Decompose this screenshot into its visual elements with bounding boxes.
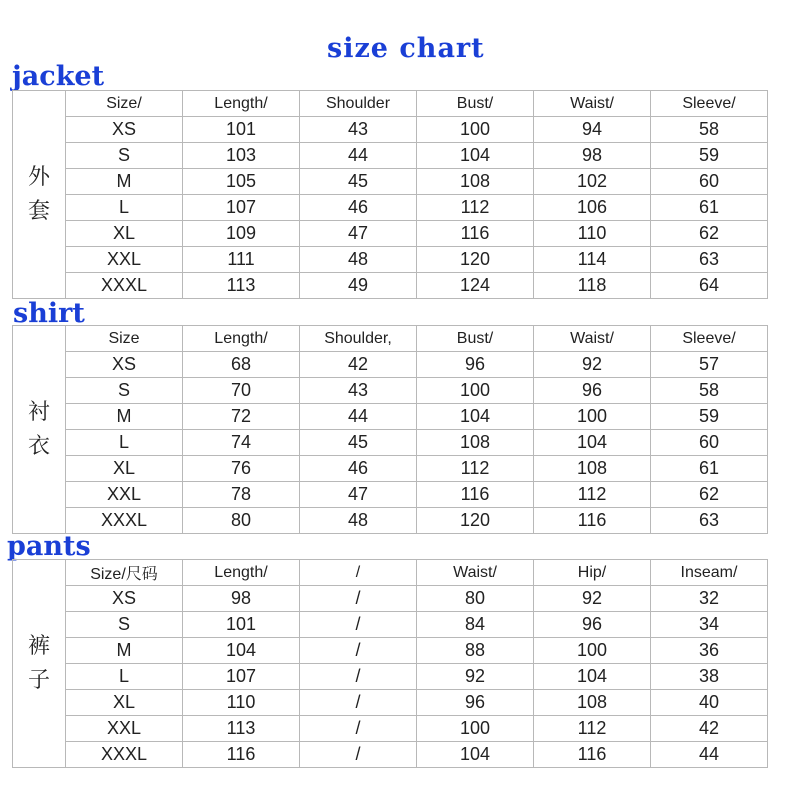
table-row [13,169,768,195]
column-header: Shoulder [300,91,417,117]
sleeve-cell: 59 [651,143,768,169]
bust-cell: 116 [417,221,534,247]
table-row [13,221,768,247]
column-header: Length/ [183,560,300,586]
empty-cell: / [300,716,417,742]
column-header: Size [66,326,183,352]
waist-cell: 80 [417,586,534,612]
shoulder-cell: 47 [300,482,417,508]
chinese-char: 衬 [27,399,50,425]
length-cell: 107 [183,195,300,221]
hip-cell: 104 [534,664,651,690]
shoulder-cell: 43 [300,378,417,404]
table-row [13,612,768,638]
shoulder-cell: 43 [300,117,417,143]
size-cell: S [66,612,183,638]
column-header: Shoulder, [300,326,417,352]
waist-cell: 92 [417,664,534,690]
table-row [13,404,768,430]
inseam-cell: 44 [651,742,768,768]
bust-cell: 112 [417,456,534,482]
size-cell: L [66,664,183,690]
length-cell: 113 [183,716,300,742]
jacket-size-table [12,90,768,299]
size-cell: XS [66,586,183,612]
table-row [13,508,768,534]
size-cell: M [66,169,183,195]
shirt-chinese-label [13,326,66,534]
sleeve-cell: 60 [651,430,768,456]
inseam-cell: 32 [651,586,768,612]
waist-cell: 98 [534,143,651,169]
table-row [13,247,768,273]
sleeve-cell: 62 [651,221,768,247]
shirt-size-table [12,325,768,534]
waist-cell: 100 [417,716,534,742]
sleeve-cell: 58 [651,117,768,143]
empty-cell: / [300,690,417,716]
sleeve-cell: 60 [651,169,768,195]
length-cell: 78 [183,482,300,508]
inseam-cell: 36 [651,638,768,664]
table-row [13,638,768,664]
bust-cell: 124 [417,273,534,299]
waist-cell: 108 [534,456,651,482]
waist-cell: 102 [534,169,651,195]
section-label-pants: pants [7,531,91,562]
chinese-char: 裤 [27,633,50,659]
table-row [13,482,768,508]
waist-cell: 112 [534,482,651,508]
shoulder-cell: 46 [300,195,417,221]
size-cell: S [66,378,183,404]
table-row [13,195,768,221]
size-cell: L [66,195,183,221]
length-cell: 74 [183,430,300,456]
size-cell: XS [66,117,183,143]
table-row [13,352,768,378]
chinese-char: 套 [27,198,50,224]
table-row [13,430,768,456]
column-header: Sleeve/ [651,326,768,352]
chinese-char: 子 [27,667,50,693]
waist-cell: 104 [534,430,651,456]
length-cell: 68 [183,352,300,378]
shoulder-cell: 46 [300,456,417,482]
length-cell: 80 [183,508,300,534]
column-header: Inseam/ [651,560,768,586]
waist-cell: 84 [417,612,534,638]
bust-cell: 100 [417,117,534,143]
column-header: Waist/ [417,560,534,586]
waist-cell: 96 [417,690,534,716]
shoulder-cell: 45 [300,169,417,195]
table-row [13,143,768,169]
bust-cell: 108 [417,169,534,195]
sleeve-cell: 58 [651,378,768,404]
table-row [13,742,768,768]
shirt-table-wrap [12,325,768,533]
waist-cell: 118 [534,273,651,299]
waist-cell: 88 [417,638,534,664]
column-header: Length/ [183,326,300,352]
waist-cell: 94 [534,117,651,143]
size-cell: XL [66,221,183,247]
column-header: Bust/ [417,91,534,117]
bust-cell: 104 [417,404,534,430]
table-row [13,716,768,742]
length-cell: 111 [183,247,300,273]
size-cell: XXL [66,482,183,508]
length-cell: 72 [183,404,300,430]
size-cell: M [66,638,183,664]
empty-cell: / [300,638,417,664]
jacket-chinese-label [13,91,66,299]
length-cell: 98 [183,586,300,612]
bust-cell: 116 [417,482,534,508]
size-cell: M [66,404,183,430]
chinese-char: 外 [27,164,50,190]
waist-cell: 110 [534,221,651,247]
table-row [13,690,768,716]
jacket-table-wrap [12,90,768,298]
length-cell: 110 [183,690,300,716]
column-header: / [300,560,417,586]
pants-chinese-label [13,560,66,768]
hip-cell: 116 [534,742,651,768]
column-header: Waist/ [534,91,651,117]
size-cell: XXXL [66,273,183,299]
length-cell: 101 [183,117,300,143]
length-cell: 105 [183,169,300,195]
empty-cell: / [300,664,417,690]
page-title: size chart [327,33,485,64]
waist-cell: 116 [534,508,651,534]
size-cell: XL [66,456,183,482]
length-cell: 109 [183,221,300,247]
section-label-jacket: jacket [12,61,105,92]
length-cell: 116 [183,742,300,768]
hip-cell: 112 [534,716,651,742]
hip-cell: 92 [534,586,651,612]
waist-cell: 92 [534,352,651,378]
length-cell: 101 [183,612,300,638]
sleeve-cell: 57 [651,352,768,378]
column-header: Length/ [183,91,300,117]
shoulder-cell: 45 [300,430,417,456]
hip-cell: 96 [534,612,651,638]
waist-cell: 106 [534,195,651,221]
column-header: Bust/ [417,326,534,352]
waist-cell: 100 [534,404,651,430]
bust-cell: 104 [417,143,534,169]
sleeve-cell: 64 [651,273,768,299]
waist-cell: 104 [417,742,534,768]
sleeve-cell: 61 [651,195,768,221]
inseam-cell: 40 [651,690,768,716]
column-header: Size/尺码 [66,560,183,586]
waist-cell: 96 [534,378,651,404]
size-cell: S [66,143,183,169]
empty-cell: / [300,612,417,638]
length-cell: 107 [183,664,300,690]
bust-cell: 120 [417,247,534,273]
bust-cell: 112 [417,195,534,221]
shoulder-cell: 48 [300,247,417,273]
shoulder-cell: 44 [300,143,417,169]
length-cell: 76 [183,456,300,482]
section-label-shirt: shirt [13,298,85,329]
sleeve-cell: 62 [651,482,768,508]
table-row [13,117,768,143]
length-cell: 104 [183,638,300,664]
inseam-cell: 42 [651,716,768,742]
length-cell: 70 [183,378,300,404]
table-row [13,586,768,612]
shoulder-cell: 49 [300,273,417,299]
table-header-row [13,91,768,117]
size-cell: XXXL [66,508,183,534]
chinese-char: 衣 [27,433,50,459]
inseam-cell: 34 [651,612,768,638]
sleeve-cell: 63 [651,247,768,273]
length-cell: 113 [183,273,300,299]
size-cell: XL [66,690,183,716]
sleeve-cell: 61 [651,456,768,482]
bust-cell: 120 [417,508,534,534]
shoulder-cell: 44 [300,404,417,430]
length-cell: 103 [183,143,300,169]
table-header-row [13,560,768,586]
bust-cell: 96 [417,352,534,378]
inseam-cell: 38 [651,664,768,690]
column-header: Waist/ [534,326,651,352]
table-row [13,664,768,690]
sleeve-cell: 63 [651,508,768,534]
empty-cell: / [300,586,417,612]
shoulder-cell: 47 [300,221,417,247]
column-header: Hip/ [534,560,651,586]
column-header: Size/ [66,91,183,117]
waist-cell: 114 [534,247,651,273]
shoulder-cell: 48 [300,508,417,534]
size-cell: XXXL [66,742,183,768]
pants-table-wrap [12,559,768,767]
bust-cell: 108 [417,430,534,456]
hip-cell: 100 [534,638,651,664]
hip-cell: 108 [534,690,651,716]
table-row [13,273,768,299]
sleeve-cell: 59 [651,404,768,430]
bust-cell: 100 [417,378,534,404]
table-row [13,378,768,404]
column-header: Sleeve/ [651,91,768,117]
size-cell: XS [66,352,183,378]
size-cell: L [66,430,183,456]
shoulder-cell: 42 [300,352,417,378]
size-cell: XXL [66,716,183,742]
table-header-row [13,326,768,352]
size-cell: XXL [66,247,183,273]
table-row [13,456,768,482]
empty-cell: / [300,742,417,768]
pants-size-table [12,559,768,768]
